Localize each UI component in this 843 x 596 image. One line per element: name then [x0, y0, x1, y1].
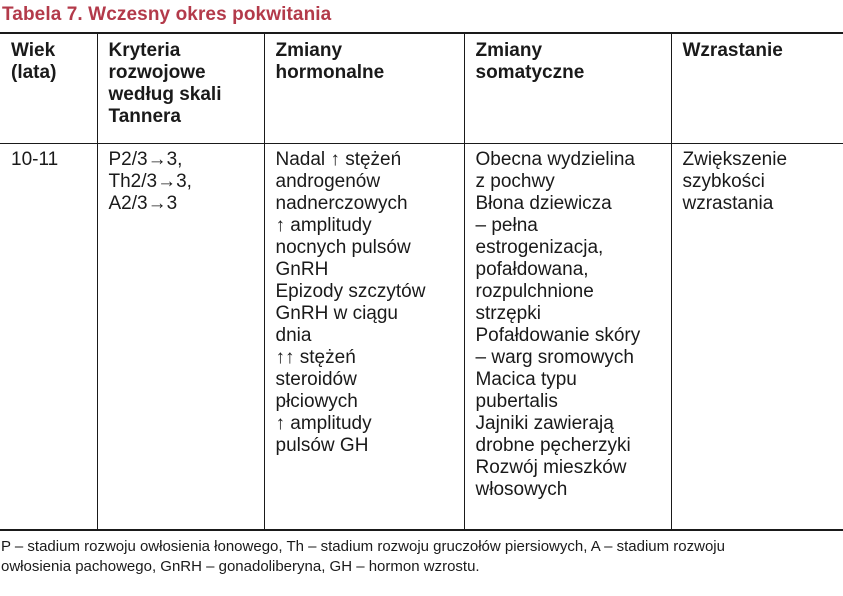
header-line: Tannera: [108, 106, 182, 127]
cell-line: Th2/3→3,: [108, 170, 192, 192]
cell-line: ↑ amplitudy: [275, 412, 372, 434]
header-row: [0, 33, 843, 143]
header-growth: [671, 33, 843, 143]
cell-line: ↑ amplitudy: [275, 214, 372, 236]
table-title: Tabela 7. Wczesny okres pokwitania: [2, 4, 332, 25]
puberty-table: [0, 32, 843, 531]
cell-somatic-changes: [464, 143, 671, 530]
header-line: Zmiany: [475, 40, 543, 61]
cell-line: pofałdowana,: [475, 258, 589, 280]
cell-line: Obecna wydzielina: [475, 148, 635, 170]
cell-line: szybkości: [682, 170, 765, 192]
cell-hormonal-changes: [264, 143, 464, 530]
header-line: rozwojowe: [108, 62, 206, 83]
table-footnote: [1, 537, 841, 577]
cell-line: nadnerczowych: [275, 192, 408, 214]
cell-line: P2/3→3,: [108, 148, 183, 170]
cell-line: GnRH w ciągu: [275, 302, 398, 324]
header-line: Wzrastanie: [682, 40, 783, 61]
cell-line: GnRH: [275, 258, 329, 280]
cell-line: androgenów: [275, 170, 381, 192]
cell-line: wzrastania: [682, 192, 774, 214]
header-age: [0, 33, 97, 143]
cell-age: [0, 143, 97, 530]
cell-line: Epizody szczytów: [275, 280, 426, 302]
cell-line: rozpulchnione: [475, 280, 594, 302]
header-line: hormonalne: [275, 62, 385, 83]
cell-tanner-criteria: [97, 143, 264, 530]
cell-line: włosowych: [475, 478, 568, 500]
cell-line: z pochwy: [475, 170, 555, 192]
cell-line: Rozwój mieszków: [475, 456, 627, 478]
cell-line: strzępki: [475, 302, 541, 324]
cell-line: – pełna: [475, 214, 538, 236]
header-line: Kryteria: [108, 40, 181, 61]
cell-line: pubertalis: [475, 390, 558, 412]
cell-line: Jajniki zawierają: [475, 412, 614, 434]
cell-line: płciowych: [275, 390, 358, 412]
cell-line: estrogenizacja,: [475, 236, 604, 258]
header-line: (lata): [11, 62, 57, 83]
header-line: somatyczne: [475, 62, 585, 83]
header-tanner-criteria: [97, 33, 264, 143]
header-somatic-changes: [464, 33, 671, 143]
header-hormonal-changes: [264, 33, 464, 143]
cell-line: Zwiększenie: [682, 148, 788, 170]
cell-line: ↑↑ stężeń: [275, 346, 356, 368]
cell-line: Nadal ↑ stężeń: [275, 148, 402, 170]
footnote-line: P – stadium rozwoju owłosienia łonowego, Th – stadium rozwoju gruczołów piersiowych, A – stadium rozwoju: [1, 538, 725, 555]
table-row: [0, 143, 843, 530]
header-line: według skali: [108, 84, 222, 105]
cell-line: drobne pęcherzyki: [475, 434, 631, 456]
cell-line: dnia: [275, 324, 312, 346]
cell-line: Pofałdowanie skóry: [475, 324, 641, 346]
cell-line: A2/3→3: [108, 192, 178, 214]
cell-line: Macica typu: [475, 368, 577, 390]
cell-line: – warg sromowych: [475, 346, 634, 368]
cell-growth: [671, 143, 843, 530]
cell-line: steroidów: [275, 368, 357, 390]
cell-line: 10-11: [11, 148, 59, 170]
header-line: Wiek: [11, 40, 56, 61]
cell-line: pulsów GH: [275, 434, 369, 456]
cell-line: nocnych pulsów: [275, 236, 411, 258]
header-line: Zmiany: [275, 40, 343, 61]
cell-line: Błona dziewicza: [475, 192, 612, 214]
footnote-line: owłosienia pachowego, GnRH – gonadoliberyna, GH – hormon wzrostu.: [1, 558, 480, 575]
